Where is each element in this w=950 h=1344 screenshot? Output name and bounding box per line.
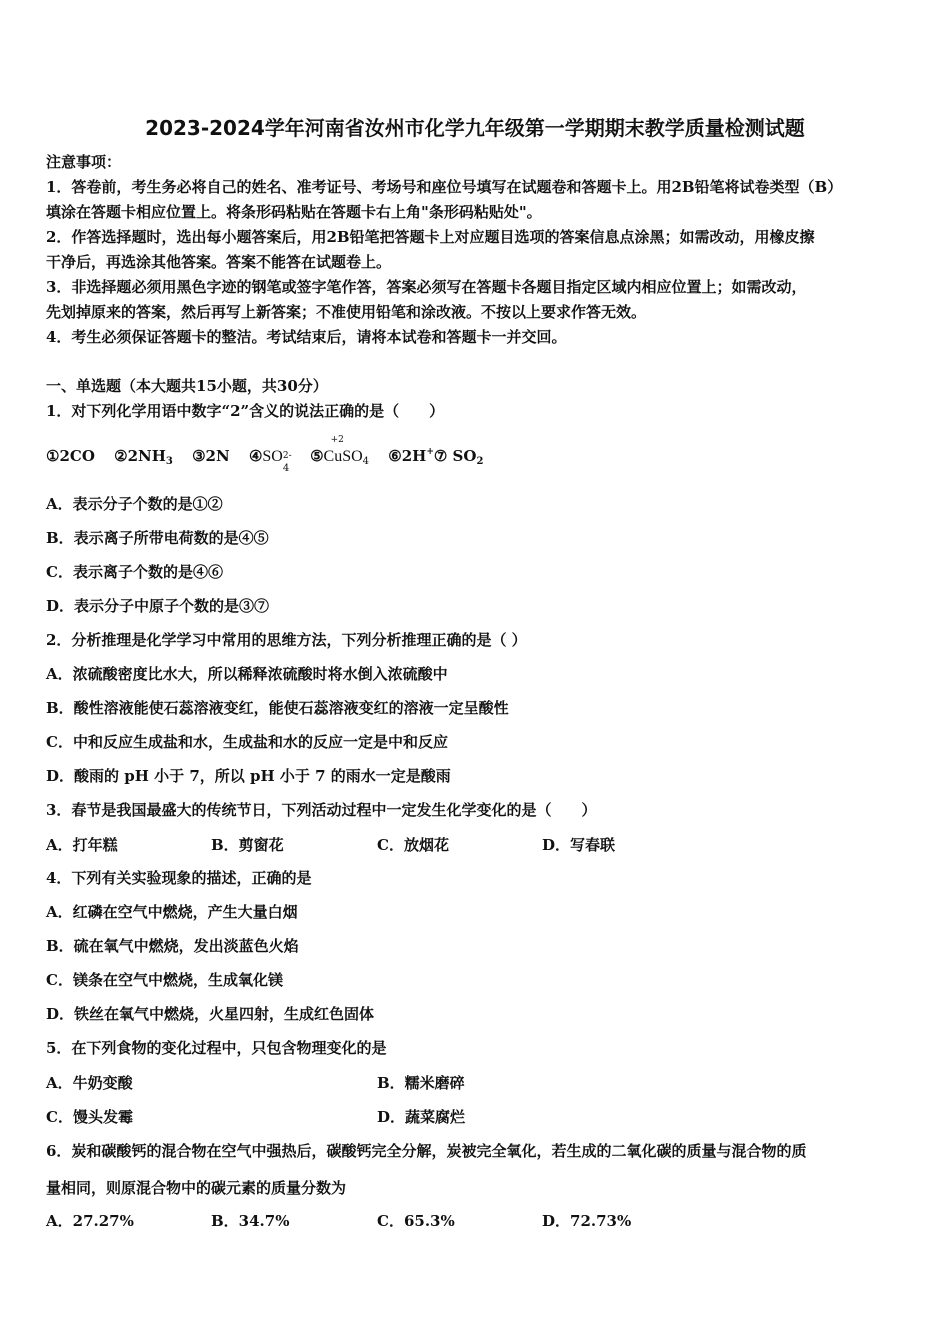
question-6-option-a: A．27.27% — [46, 1212, 134, 1230]
question-6-stem-continued: 量相同，则原混合物中的碳元素的质量分数为 — [46, 1179, 347, 1197]
question-1-option-c: C．表示离子个数的是④⑥ — [46, 563, 223, 581]
question-3-option-d: D．写春联 — [542, 836, 616, 854]
question-1-formulas — [46, 435, 497, 474]
question-2-option-d: D．酸雨的 pH 小于 7，所以 pH 小于 7 的雨水一定是酸雨 — [46, 767, 451, 785]
formula-4: ④SO 2- 4 — [248, 447, 292, 474]
question-5-option-b: B．糯米磨碎 — [377, 1074, 465, 1092]
question-4-option-a: A．红磷在空气中燃烧，产生大量白烟 — [46, 903, 298, 921]
notice-line: 4．考生必须保证答题卡的整洁。考试结束后，请将本试卷和答题卡一并交回。 — [46, 328, 567, 346]
question-3-option-c: C．放烟花 — [377, 836, 449, 854]
question-4-stem: 4．下列有关实验现象的描述，正确的是 — [46, 869, 312, 887]
question-3-option-a: A．打年糕 — [46, 836, 118, 854]
notice-line: 1．答卷前，考生务必将自己的姓名、准考证号、考场号和座位号填写在试题卷和答题卡上。用2B铅笔将试卷类型（B） — [46, 178, 843, 196]
formula-2: $②2NH_3$ — [114, 447, 173, 467]
question-4-option-c: C．镁条在空气中燃烧，生成氧化镁 — [46, 971, 283, 989]
question-5-option-d: D．蔬菜腐烂 — [377, 1108, 466, 1126]
question-1-option-d: D．表示分子中原子个数的是③⑦ — [46, 597, 270, 615]
section-heading: 一、单选题（本大题共15小题，共30分） — [46, 377, 328, 395]
page-title: 2023-2024学年河南省汝州市化学九年级第一学期期末教学质量检测试题 — [145, 116, 805, 140]
notice-heading: 注意事项： — [46, 153, 122, 171]
question-6-option-c: C．65.3% — [377, 1212, 455, 1230]
question-2-option-a: A．浓硫酸密度比水大，所以稀释浓硫酸时将水倒入浓硫酸中 — [46, 665, 448, 683]
question-6-option-d: D．72.73% — [542, 1212, 632, 1230]
question-5-option-a: A．牛奶变酸 — [46, 1074, 133, 1092]
question-2-option-b: B．酸性溶液能使石蕊溶液变红，能使石蕊溶液变红的溶液一定呈酸性 — [46, 699, 509, 717]
question-3-stem: 3．春节是我国最盛大的传统节日，下列活动过程中一定发生化学变化的是（ ） — [46, 801, 597, 819]
formula-1: ①2CO — [46, 447, 95, 465]
notice-line: 干净后，再选涂其他答案。答案不能答在试题卷上。 — [46, 253, 392, 271]
notice-line: 填涂在答题卡相应位置上。将条形码粘贴在答题卡右上角"条形码粘贴处"。 — [46, 203, 542, 221]
question-1-option-b: B．表示离子所带电荷数的是④⑤ — [46, 529, 269, 547]
question-2-option-c: C．中和反应生成盐和水，生成盐和水的反应一定是中和反应 — [46, 733, 448, 751]
formula-3: ③2N — [192, 447, 230, 465]
formula-6: ⑥2H+⑦ $SO_2$ — [388, 447, 484, 467]
question-5-option-c: C．馒头发霉 — [46, 1108, 133, 1126]
notice-line: 3．非选择题必须用黑色字迹的钢笔或签字笔作答，答案必须写在答题卡各题目指定区域内相应位置上；如需改动， — [46, 278, 807, 296]
question-4-option-b: B．硫在氧气中燃烧，发出淡蓝色火焰 — [46, 937, 299, 955]
question-5-stem: 5．在下列食物的变化过程中，只包含物理变化的是 — [46, 1039, 387, 1057]
notice-line: 2．作答选择题时，选出每小题答案后，用2B铅笔把答题卡上对应题目选项的答案信息点涂黑；如需改动，用橡皮擦 — [46, 228, 815, 246]
question-3-option-b: B．剪窗花 — [211, 836, 284, 854]
question-6-stem: 6．炭和碳酸钙的混合物在空气中强热后，碳酸钙完全分解，炭被完全氧化，若生成的二氧化碳的质量与混合物的质 — [46, 1142, 807, 1160]
notice-line: 先划掉原来的答案，然后再写上新答案；不准使用铅笔和涂改液。不按以上要求作答无效。 — [46, 303, 647, 321]
question-2-stem: 2．分析推理是化学学习中常用的思维方法，下列分析推理正确的是（ ） — [46, 631, 527, 649]
question-4-option-d: D．铁丝在氧气中燃烧，火星四射，生成红色固体 — [46, 1005, 375, 1023]
question-1-stem: 1．对下列化学用语中数字“2”含义的说法正确的是（ ） — [46, 402, 445, 420]
question-1-option-a: A．表示分子个数的是①② — [46, 495, 223, 513]
formula-5: ⑤ +2 CuSO$_4$ — [310, 435, 370, 467]
question-6-option-b: B．34.7% — [211, 1212, 290, 1230]
